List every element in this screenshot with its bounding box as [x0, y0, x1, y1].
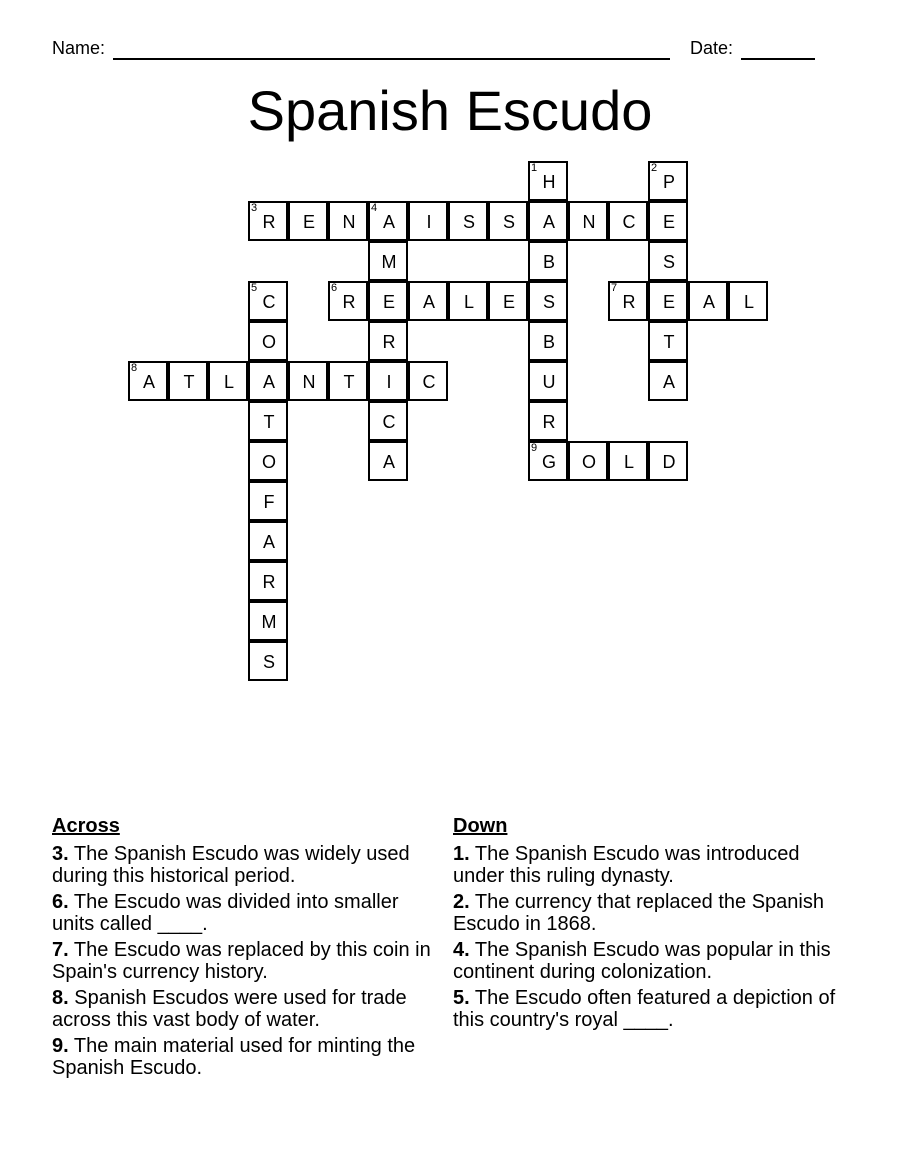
grid-cell[interactable] — [648, 201, 688, 241]
cell-letter: E — [502, 292, 515, 312]
cell-letter: A — [262, 372, 275, 392]
cell-letter: C — [422, 372, 436, 392]
grid-cell[interactable] — [288, 201, 328, 241]
grid-cell[interactable] — [248, 201, 288, 241]
cell-letter: R — [382, 332, 396, 352]
cell-letter: R — [342, 292, 356, 312]
cell-letter: A — [142, 372, 155, 392]
grid-cell[interactable] — [408, 201, 448, 241]
grid-cell[interactable] — [528, 441, 568, 481]
cell-letter: C — [262, 292, 276, 312]
grid-cell[interactable] — [528, 161, 568, 201]
grid-cell[interactable] — [528, 281, 568, 321]
clue-number: 7 — [611, 282, 618, 294]
grid-cell[interactable] — [368, 401, 408, 441]
cell-letter: C — [622, 212, 636, 232]
grid-cell[interactable] — [248, 481, 288, 521]
grid-cell[interactable] — [488, 201, 528, 241]
cell-letter: S — [262, 652, 275, 672]
cell-letter: G — [541, 452, 556, 472]
grid-cell[interactable] — [528, 201, 568, 241]
cell-letter: T — [263, 412, 275, 432]
cell-letter: A — [262, 532, 275, 552]
cell-letter: E — [302, 212, 315, 232]
grid-cell[interactable] — [568, 441, 608, 481]
grid-cell[interactable] — [648, 241, 688, 281]
cell-letter: A — [702, 292, 715, 312]
cell-letter: N — [342, 212, 356, 232]
grid-cell[interactable] — [448, 201, 488, 241]
grid-cell[interactable] — [168, 361, 208, 401]
cell-letter: O — [261, 452, 276, 472]
grid-cell[interactable] — [408, 361, 448, 401]
grid-cell[interactable] — [248, 281, 288, 321]
grid-cell[interactable] — [528, 241, 568, 281]
clue-across-7: 7. The Escudo was replaced by this coin in Spain's currency history. — [52, 939, 431, 983]
grid-cell[interactable] — [728, 281, 768, 321]
cell-letter: A — [382, 452, 395, 472]
cell-letter: B — [542, 252, 555, 272]
grid-cell[interactable] — [528, 361, 568, 401]
grid-cell[interactable] — [688, 281, 728, 321]
grid-cell[interactable] — [568, 201, 608, 241]
grid-cell[interactable] — [448, 281, 488, 321]
cell-letter: R — [622, 292, 636, 312]
clue-number: 3 — [251, 202, 258, 214]
down-clues — [453, 814, 853, 1035]
grid-cell[interactable] — [408, 281, 448, 321]
grid-cell[interactable] — [248, 441, 288, 481]
cell-letter: I — [386, 372, 392, 392]
clue-down-4: 4. The Spanish Escudo was popular in this continent during colonization. — [453, 939, 831, 983]
page-title: Spanish Escudo — [247, 79, 653, 142]
cell-letter: C — [382, 412, 396, 432]
grid-cell[interactable] — [368, 321, 408, 361]
cell-letter: M — [381, 252, 397, 272]
clue-across-6: 6. The Escudo was divided into smaller units called ____. — [52, 891, 399, 935]
cell-letter: R — [262, 212, 276, 232]
clue-number: 2 — [651, 162, 658, 174]
cell-letter: A — [662, 372, 675, 392]
grid-cell[interactable] — [248, 321, 288, 361]
grid-cell[interactable] — [248, 561, 288, 601]
grid-cell[interactable] — [328, 281, 368, 321]
clue-number: 5 — [251, 282, 258, 294]
clue-across-8: 8. Spanish Escudos were used for trade across this vast body of water. — [52, 987, 407, 1031]
clue-down-2: 2. The currency that replaced the Spanish Escudo in 1868. — [453, 891, 824, 935]
grid-cell[interactable] — [648, 441, 688, 481]
grid-cell[interactable] — [488, 281, 528, 321]
grid-cell[interactable] — [248, 361, 288, 401]
grid-cell[interactable] — [248, 401, 288, 441]
cell-letter: F — [263, 492, 275, 512]
cell-letter: M — [261, 612, 277, 632]
grid-cell[interactable] — [608, 201, 648, 241]
cell-letter: S — [502, 212, 515, 232]
cell-letter: L — [743, 292, 754, 312]
cell-letter: R — [542, 412, 556, 432]
grid-cell[interactable] — [528, 321, 568, 361]
grid-cell[interactable] — [368, 241, 408, 281]
cell-letter: A — [382, 212, 395, 232]
clue-number: 1 — [531, 162, 538, 174]
cell-letter: A — [542, 212, 555, 232]
grid-cell[interactable] — [288, 361, 328, 401]
cell-letter: I — [426, 212, 432, 232]
clue-number: 8 — [131, 362, 138, 374]
cell-letter: H — [542, 172, 556, 192]
grid-cell[interactable] — [208, 361, 248, 401]
cell-letter: N — [582, 212, 596, 232]
grid-cell[interactable] — [368, 441, 408, 481]
cell-letter: R — [262, 572, 276, 592]
cell-letter: L — [463, 292, 474, 312]
grid-cell[interactable] — [328, 361, 368, 401]
name-label: Name: — [52, 38, 106, 58]
clue-number: 4 — [371, 202, 378, 214]
cell-letter: U — [542, 372, 556, 392]
cell-letter: A — [422, 292, 435, 312]
cell-letter: L — [223, 372, 234, 392]
grid-cell[interactable] — [648, 361, 688, 401]
cell-letter: E — [382, 292, 395, 312]
clue-across-3: 3. The Spanish Escudo was widely used during this historical period. — [52, 843, 410, 887]
grid-cell[interactable] — [248, 601, 288, 641]
cell-letter: E — [662, 212, 675, 232]
cell-letter: L — [623, 452, 634, 472]
cell-letter: T — [183, 372, 195, 392]
cell-letter: D — [662, 452, 676, 472]
grid-cell[interactable] — [368, 361, 408, 401]
cell-letter: O — [581, 452, 596, 472]
grid-cell[interactable] — [648, 161, 688, 201]
cell-letter: P — [662, 172, 675, 192]
clue-number: 6 — [331, 282, 338, 294]
clue-across-9: 9. The main material used for minting the Spanish Escudo. — [52, 1035, 416, 1079]
clue-down-5: 5. The Escudo often featured a depiction of this country's royal ____. — [453, 987, 836, 1031]
down-heading: Down — [453, 815, 508, 837]
clue-down-1: 1. The Spanish Escudo was introduced under this ruling dynasty. — [453, 843, 800, 887]
clue-number: 9 — [531, 442, 538, 454]
grid-cell[interactable] — [528, 401, 568, 441]
grid-cell[interactable] — [248, 641, 288, 681]
across-clues — [52, 814, 432, 1083]
grid-cell[interactable] — [648, 281, 688, 321]
cell-letter: T — [343, 372, 355, 392]
across-heading: Across — [52, 815, 120, 837]
cell-letter: O — [261, 332, 276, 352]
date-label: Date: — [690, 38, 734, 58]
grid-cell[interactable] — [368, 201, 408, 241]
grid-cell[interactable] — [328, 201, 368, 241]
cell-letter: S — [542, 292, 555, 312]
cell-letter: E — [662, 292, 675, 312]
cell-letter: T — [663, 332, 675, 352]
cell-letter: N — [302, 372, 316, 392]
grid-cell[interactable] — [608, 441, 648, 481]
grid-cell[interactable] — [368, 281, 408, 321]
grid-cell[interactable] — [128, 361, 168, 401]
grid-cell[interactable] — [608, 281, 648, 321]
grid-cell[interactable] — [248, 521, 288, 561]
grid-cell[interactable] — [648, 321, 688, 361]
cell-letter: S — [662, 252, 675, 272]
cell-letter: S — [462, 212, 475, 232]
cell-letter: B — [542, 332, 555, 352]
